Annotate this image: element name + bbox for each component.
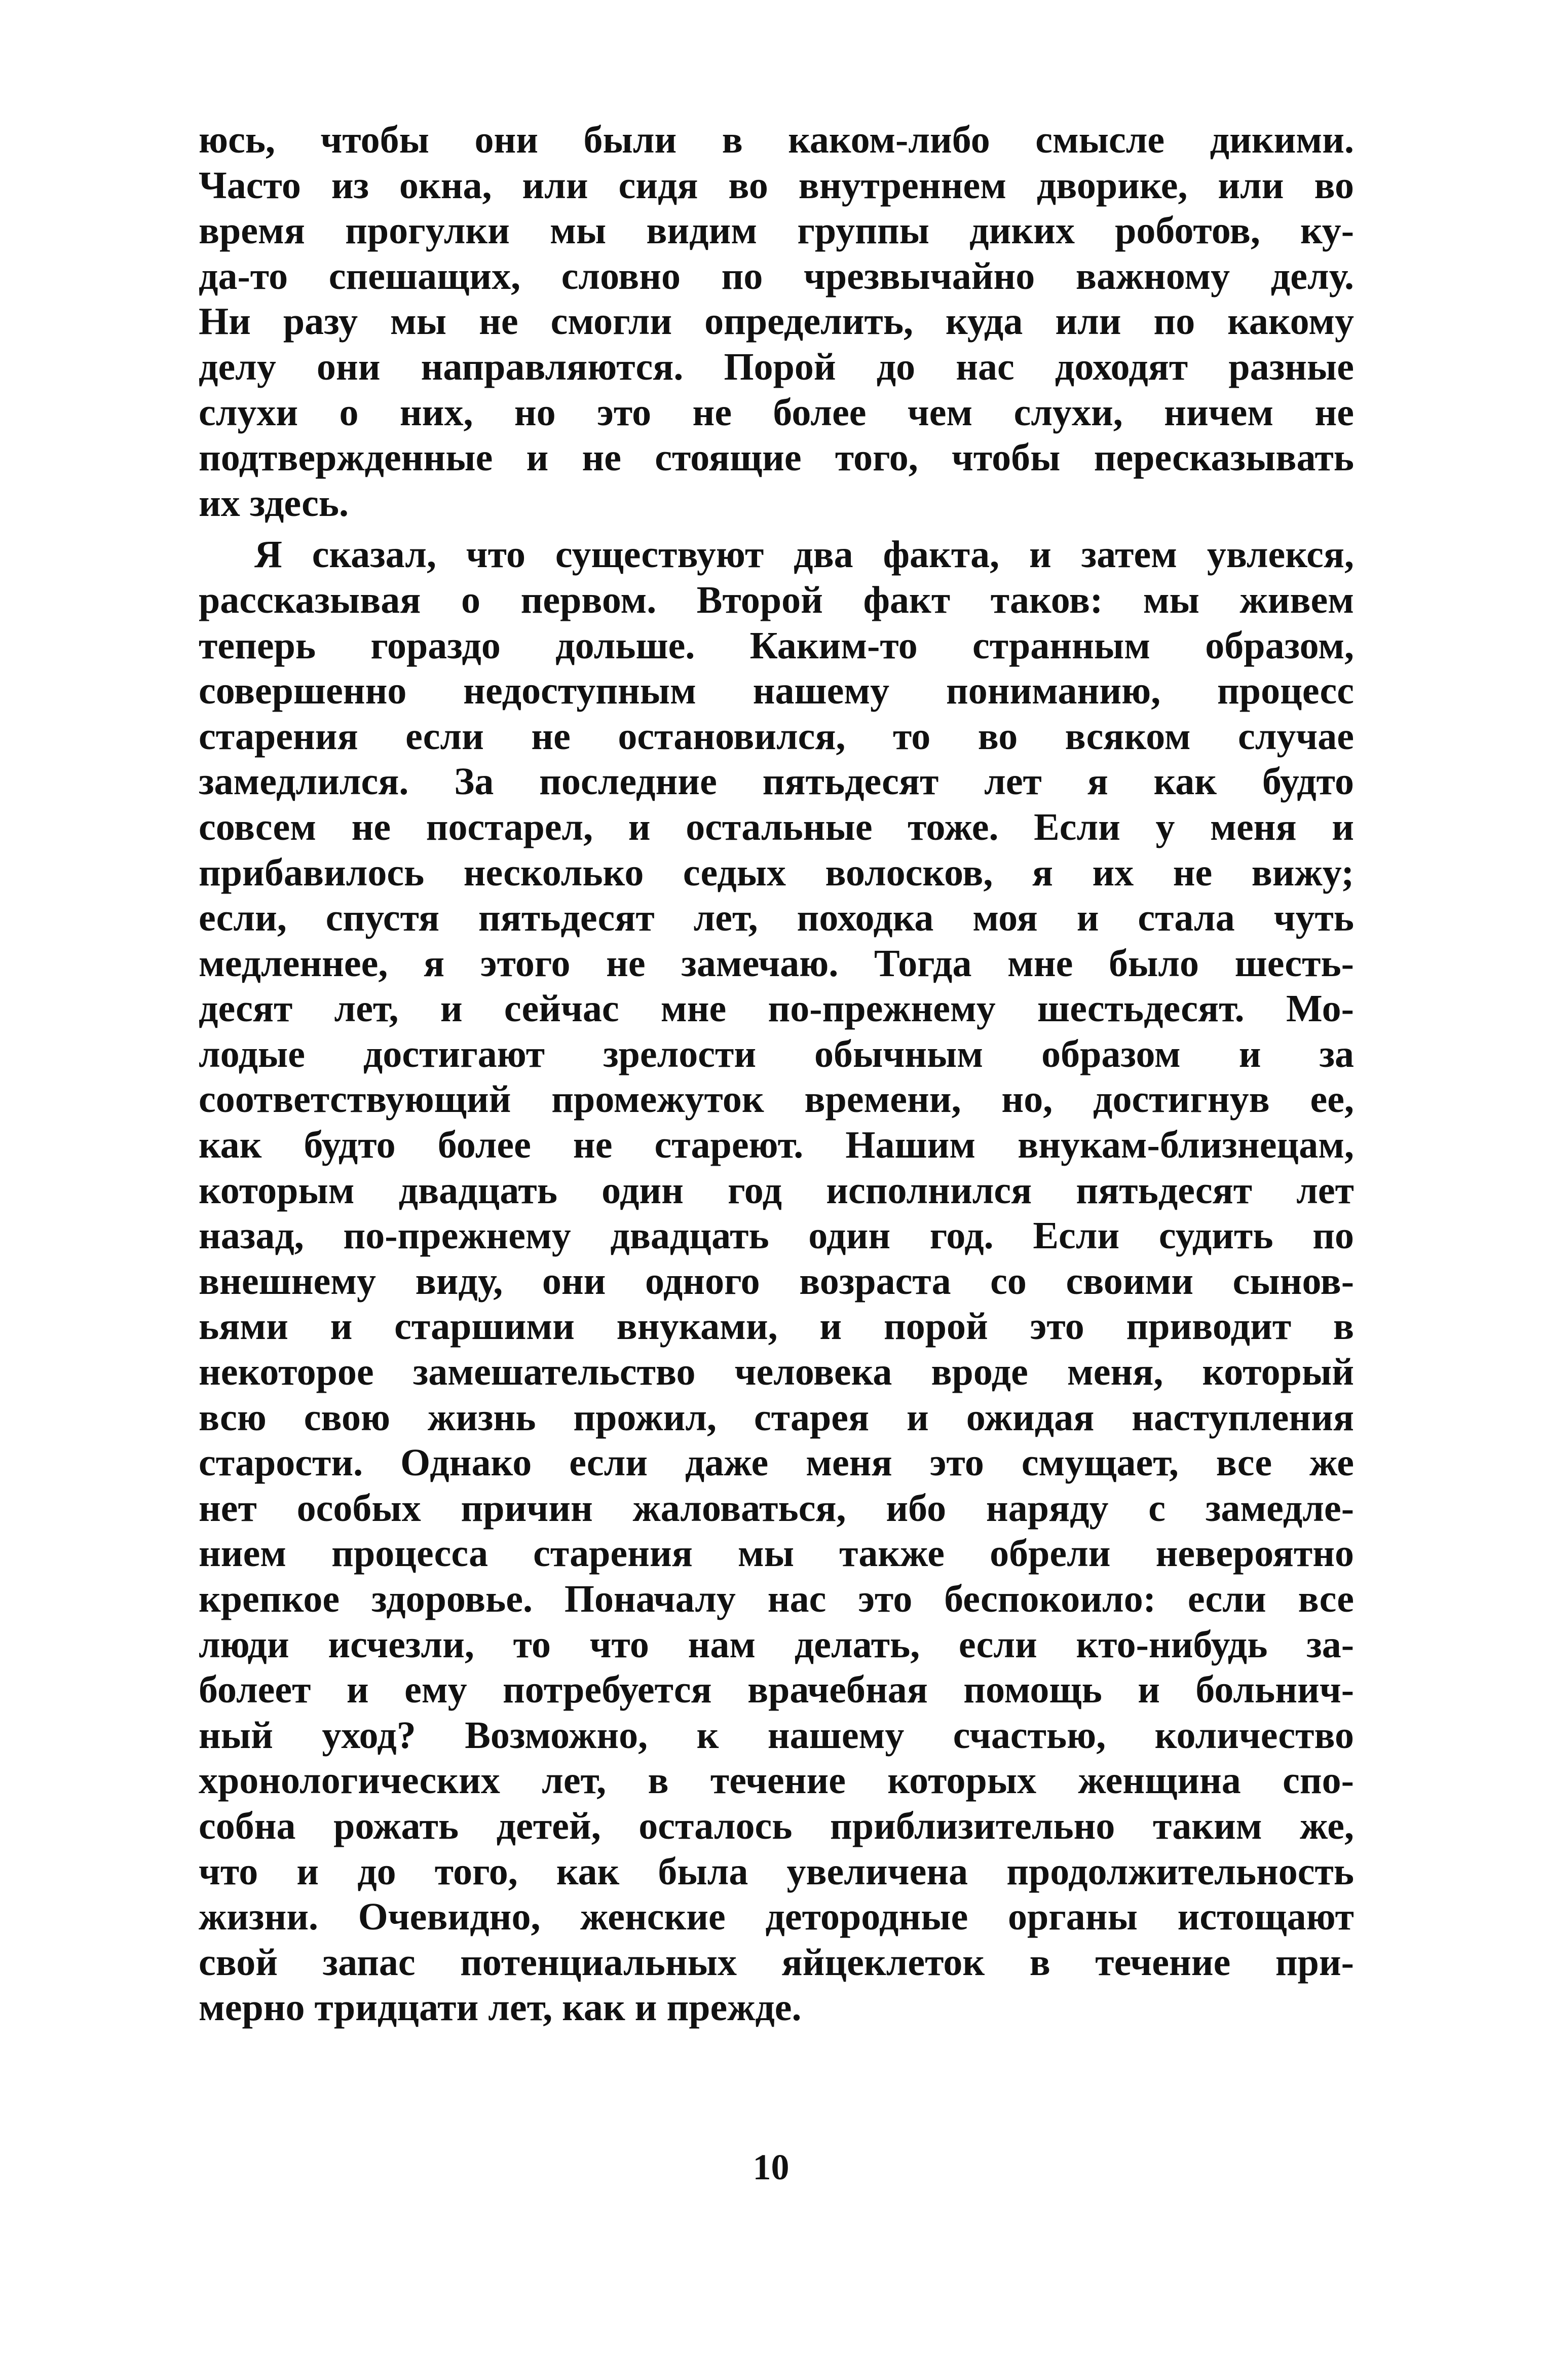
text-line: замедлился. За последние пятьдесят лет я как будто [199, 760, 1354, 803]
text-line: как будто более не стареют. Нашим внукам-близнецам, [199, 1124, 1354, 1167]
text-line: мерно тридцати лет, как и прежде. [199, 1986, 802, 2029]
text-line: соответствующий промежуток времени, но, достигнув ее, [199, 1078, 1354, 1121]
text-line: если, спустя пятьдесят лет, походка моя и стала чуть [199, 897, 1354, 940]
text-line: некоторое замешательство человека вроде меня, который [199, 1351, 1354, 1394]
page-number: 10 [753, 2147, 789, 2187]
text-line: слухи о них, но это не более чем слухи, ничем не [199, 391, 1354, 434]
paragraph-1 [199, 118, 1354, 526]
text-line: прибавилось несколько седых волосков, я их не вижу; [199, 851, 1354, 894]
text-line: болеет и ему потребуется врачебная помощь и больнич- [199, 1668, 1354, 1712]
text-line: назад, по-прежнему двадцать один год. Если судить по [199, 1214, 1354, 1257]
text-line: старения если не остановился, то во всяком случае [199, 715, 1354, 758]
text-line: что и до того, как была увеличена продолжительность [199, 1850, 1354, 1893]
text-line: медленнее, я этого не замечаю. Тогда мне было шесть- [199, 942, 1354, 985]
text-line: Часто из окна, или сидя во внутреннем дворике, или во [199, 164, 1354, 207]
text-line: совершенно недоступным нашему пониманию, процесс [199, 670, 1354, 713]
text-line: всю свою жизнь прожил, старея и ожидая наступления [199, 1396, 1354, 1439]
text-line: старости. Однако если даже меня это смущает, все же [199, 1441, 1354, 1484]
text-line: время прогулки мы видим группы диких роботов, ку- [199, 209, 1354, 252]
body-text [199, 118, 1354, 2031]
text-line: совсем не постарел, и остальные тоже. Если у меня и [199, 805, 1354, 848]
text-line: нет особых причин жаловаться, ибо наряду с замедле- [199, 1486, 1354, 1530]
paragraph-2 [199, 532, 1354, 2031]
text-line: свой запас потенциальных яйцеклеток в течение при- [199, 1941, 1354, 1984]
text-line: хронологических лет, в течение которых женщина спо- [199, 1759, 1354, 1802]
text-line: Ни разу мы не смогли определить, куда или по какому [199, 300, 1354, 343]
text-line: нием процесса старения мы также обрели невероятно [199, 1532, 1354, 1575]
text-line: десят лет, и сейчас мне по-прежнему шестьдесят. Мо- [199, 987, 1354, 1030]
text-line: лодые достигают зрелости обычным образом и за [199, 1032, 1354, 1075]
text-line: жизни. Очевидно, женские детородные органы истощают [199, 1895, 1354, 1939]
text-line: юсь, чтобы они были в каком-либо смысле дикими. [199, 119, 1354, 161]
text-line: подтвержденные и не стоящие того, чтобы пересказывать [199, 436, 1354, 479]
text-line: внешнему виду, они одного возраста со своими сынов- [199, 1259, 1354, 1303]
text-line: делу они направляются. Порой до нас доходят разные [199, 345, 1354, 388]
text-line: собна рожать детей, осталось приблизительно таким же, [199, 1804, 1354, 1847]
text-line: люди исчезли, то что нам делать, если кто-нибудь за- [199, 1623, 1354, 1666]
text-line: крепкое здоровье. Поначалу нас это беспокоило: если все [199, 1578, 1354, 1620]
text-line: ный уход? Возможно, к нашему счастью, количество [199, 1714, 1354, 1757]
text-line: их здесь. [199, 481, 349, 525]
text-line: рассказывая о первом. Второй факт таков: мы живем [199, 578, 1354, 621]
text-line: да-то спешащих, словно по чрезвычайно важному делу. [199, 254, 1354, 298]
text-line: теперь гораздо дольше. Каким-то странным образом, [199, 624, 1354, 667]
text-line: ьями и старшими внуками, и порой это приводит в [199, 1305, 1354, 1348]
text-line: которым двадцать один год исполнился пятьдесят лет [199, 1169, 1354, 1212]
text-line: Я сказал, что существуют два факта, и затем увлекся, [254, 533, 1354, 576]
